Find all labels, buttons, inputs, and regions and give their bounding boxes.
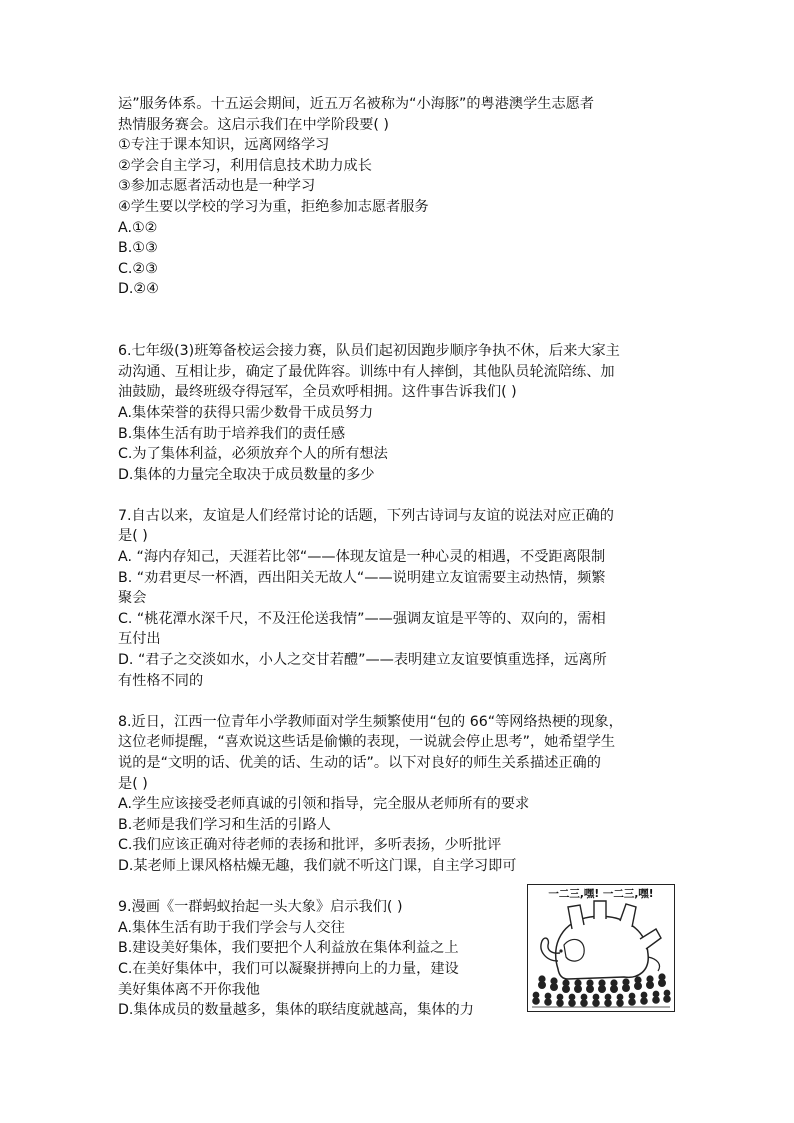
question-8: [118, 712, 678, 877]
question-6-stem-line: 6.七年级(3)班筹备校运会接力赛，队员们起初因跑步顺序争执不休，后来大家主: [118, 343, 620, 360]
question-content: [118, 94, 678, 1021]
question-9-stem-line: 9.漫画《一群蚂蚁抬起一头大象》启示我们( ): [118, 899, 403, 916]
question-5-option-d: D.②④: [118, 281, 159, 298]
question-6-option-a: A.集体荣誉的获得只需少数骨干成员努力: [118, 404, 374, 421]
question-8-option-c: C.我们应该正确对待老师的表扬和批评，多听表扬，少听批评: [118, 837, 502, 854]
question-9-option-c: C.在美好集体中，我们可以凝聚拼搏向上的力量，建设: [118, 960, 459, 977]
question-9-option-c-cont: 美好集体离不开你我他: [118, 981, 260, 998]
question-5-statement: ①专注于课本知识，远离网络学习: [118, 137, 330, 154]
cartoon-caption: 一二三,嘿! 一二三,嘿!: [548, 888, 654, 900]
question-7-option-d: D. “君子之交淡如水，小人之交甘若醴”——表明建立友谊要慎重选择，远离所: [118, 652, 607, 669]
question-8-stem-line: 这位老师提醒，“喜欢说这些话是偷懒的表现，一说就会停止思考”，她希望学生: [118, 734, 616, 751]
question-5-statement: ③参加志愿者活动也是一种学习: [118, 178, 316, 195]
question-7-option-b: B. “劝君更尽一杯酒，西出阳关无故人“——说明建立友谊需要主动热情，频繁: [118, 569, 606, 586]
question-5: [118, 94, 678, 300]
question-8-stem-line: 是( ): [118, 775, 148, 792]
question-9-option-b: B.建设美好集体，我们要把个人利益放在集体利益之上: [118, 940, 459, 957]
ants-elephant-cartoon: [527, 884, 675, 1012]
question-6-option-d: D.集体的力量完全取决于成员数量的多少: [118, 466, 375, 483]
question-5-option-b: B.①③: [118, 240, 158, 257]
question-8-stem-line: 8.近日，江西一位青年小学教师面对学生频繁使用“包的 66“等网络热梗的现象，: [118, 713, 623, 730]
question-5-stem-line: 热情服务赛会。这启示我们在中学阶段要( ): [118, 116, 389, 133]
spacer: [118, 321, 678, 342]
question-8-option-b: B.老师是我们学习和生活的引路人: [118, 816, 331, 833]
spacer: [118, 691, 678, 712]
question-7-option-c: C. “桃花潭水深千尺，不及汪伦送我情”——强调友谊是平等的、双向的，需相: [118, 610, 606, 627]
question-5-statement: ②学会自主学习，利用信息技术助力成长: [118, 157, 372, 174]
question-5-stem-line: 运”服务体系。十五运会期间，近五万名被称为“小海豚”的粤港澳学生志愿者: [118, 96, 595, 112]
question-8-option-a: A.学生应该接受老师真诚的引领和指导，完全服从老师所有的要求: [118, 796, 530, 813]
question-6-option-c: C.为了集体利益，必须放弃个人的所有想法: [118, 446, 388, 463]
question-7-option-c-cont: 互付出: [118, 631, 161, 648]
question-6-option-b: B.集体生活有助于培养我们的责任感: [118, 425, 346, 442]
question-8-stem-line: 说的是“文明的话、优美的话、生动的话”。以下对良好的师生关系描述正确的: [118, 755, 601, 771]
question-5-option-a: A.①②: [118, 219, 158, 236]
question-5-statement: ④学生要以学校的学习为重，拒绝参加志愿者服务: [118, 198, 429, 215]
spacer: [118, 485, 678, 506]
question-7-option-a: A. “海内存知己，天涯若比邻“——体现友谊是一种心灵的相遇，不受距离限制: [118, 549, 606, 566]
question-9-option-d: D.集体成员的数量越多，集体的联结度就越高，集体的力: [118, 1002, 474, 1019]
question-9-option-a: A.集体生活有助于我们学会与人交往: [118, 919, 345, 936]
question-7-option-d-cont: 有性格不同的: [118, 672, 204, 689]
question-7-option-b-cont: 聚会: [118, 590, 147, 607]
question-7-stem-line: 是( ): [118, 528, 148, 545]
question-8-option-d: D.某老师上课风格枯燥无趣，我们就不听这门课，自主学习即可: [118, 857, 517, 874]
question-6: [118, 341, 678, 485]
question-6-stem-line: 动沟通、互相让步，确定了最优阵容。训练中有人摔倒，其他队员轮流陪练、加: [118, 363, 615, 380]
question-5-option-c: C.②③: [118, 260, 158, 277]
elephant-and-ants-illustration: [528, 899, 673, 1010]
question-6-stem-line: 油鼓励，最终班级夺得冠军，全员欢呼相拥。这件事告诉我们( ): [118, 384, 517, 401]
question-7-stem-line: 7.自古以来，友谊是人们经常讨论的话题，下列古诗词与友谊的说法对应正确的: [118, 507, 614, 524]
question-7: [118, 506, 678, 691]
spacer: [118, 300, 678, 321]
